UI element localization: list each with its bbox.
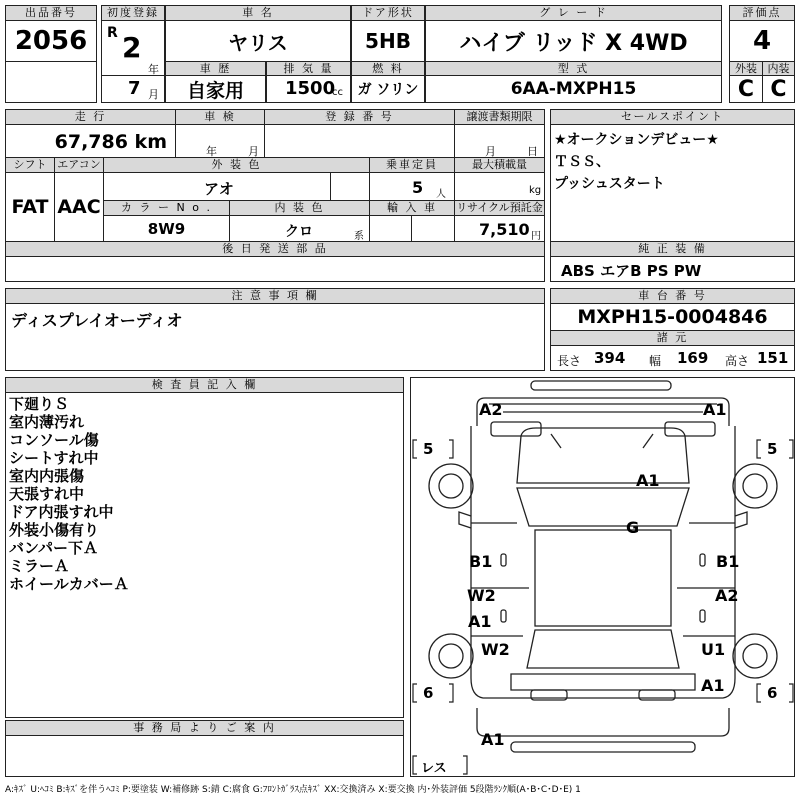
mark-front-left: A2: [479, 400, 503, 419]
tire-rear-right: 6: [767, 684, 778, 702]
first-reg-label: 初度登録: [101, 5, 165, 21]
ext-grade: C: [729, 75, 763, 103]
car-diagram: [410, 377, 795, 777]
door-label: ドア形状: [351, 5, 425, 21]
ext-color-extra: [330, 172, 370, 201]
reg-no-label: 登 録 番 号: [264, 109, 455, 125]
dims-label: 諸 元: [550, 330, 795, 346]
reg-year-unit: 年: [148, 63, 159, 76]
mark-right-rear-corner: A1: [701, 676, 725, 695]
spare-tire: レス: [421, 761, 447, 776]
tire-rear-left: 6: [423, 684, 434, 702]
mark-left-front-door: B1: [469, 552, 493, 571]
import-label: 輸 入 車: [369, 200, 455, 216]
shift: FAT: [5, 172, 55, 242]
sales-points-label: セールスポイント: [550, 109, 795, 125]
ac-label: エアコン: [54, 157, 104, 173]
shift-label: シフト: [5, 157, 55, 173]
fuel-label: 燃 料: [351, 61, 425, 76]
score: 4: [729, 20, 795, 62]
lot-no: 2056: [5, 20, 97, 62]
width-label: 幅: [649, 354, 662, 368]
displacement-unit: cc: [332, 87, 343, 98]
sales-point: ＴＳＳ、: [554, 154, 610, 170]
recycle-fee: 7,510: [479, 220, 530, 239]
legend: A:ｷｽﾞ U:ﾍｺﾐ B:ｷｽﾞを伴うﾍｺﾐ P:要塗装 W:補修跡 S:錆 C:腐食 G:ﾌﾛﾝﾄｶﾞﾗｽ点ｷｽﾞ XX:交換済み X:要交換 内･外装評価 5段階ﾗﾝｸ順(A･B･C･D･E) 1: [5, 785, 581, 795]
chassis-no: MXPH15-0004846: [550, 303, 795, 331]
int-color-label: 内 装 色: [229, 200, 370, 216]
tire-front-right: 5: [767, 440, 778, 458]
int-grade-label: 内装: [762, 61, 795, 76]
mark-left-rear-fender: W2: [481, 640, 510, 659]
capacity-unit: 人: [436, 189, 446, 200]
length: 394: [594, 349, 626, 367]
mark-right-rear-door: A2: [715, 586, 739, 605]
max-load-cell: [454, 172, 545, 201]
inspector-note: ミラーＡ: [9, 557, 70, 575]
mark-roof: G: [626, 518, 640, 537]
ext-grade-label: 外装: [729, 61, 763, 76]
width: 169: [677, 349, 709, 367]
mark-hood: A1: [636, 471, 660, 490]
later-parts-label: 後 日 発 送 部 品: [5, 241, 545, 257]
grade-label: グ レ ー ド: [425, 5, 722, 21]
mark-rear-bumper: A1: [481, 730, 505, 749]
inspector-label: 検 査 員 記 入 欄: [5, 377, 404, 393]
max-load-label: 最大積載量: [454, 157, 545, 173]
capacity-label: 乗車定員: [369, 157, 455, 173]
inspector-note: コンソール傷: [9, 431, 99, 449]
sales-points: [550, 124, 795, 242]
displacement-cell: [266, 75, 351, 103]
caution-cell: [5, 303, 545, 371]
tire-front-left: 5: [423, 440, 434, 458]
inspector-note: バンパー下Ａ: [9, 539, 98, 557]
import-cell-a: [369, 215, 412, 242]
mark-front-right: A1: [703, 400, 727, 419]
int-color-unit: 系: [354, 231, 364, 242]
model-label: 型 式: [425, 61, 722, 76]
height-label: 高さ: [725, 354, 750, 368]
first-reg-year-cell: [101, 20, 165, 76]
equipment-cell: [550, 256, 795, 282]
office-label: 事 務 局 よ り ご 案 内: [5, 720, 404, 736]
color-no-label: カ ラ ー N o .: [103, 200, 230, 216]
capacity: 5: [412, 178, 424, 197]
mark-right-front-door: B1: [716, 552, 740, 571]
era: R: [107, 25, 118, 41]
mileage-cell: [5, 124, 176, 158]
max-load-unit: kg: [529, 185, 542, 196]
first-reg-month-cell: [101, 75, 165, 103]
sales-point: プッシュスタート: [554, 176, 665, 192]
lot-no-label: 出品番号: [5, 5, 97, 21]
dims-cell: [550, 345, 795, 371]
inspection-label: 車 検: [175, 109, 265, 125]
office-cell: [5, 735, 404, 777]
car-name-label: 車 名: [165, 5, 351, 21]
displacement-label: 排 気 量: [266, 61, 351, 76]
insp-month-unit: 月: [248, 145, 259, 158]
lot-no-blank: [5, 61, 97, 103]
recycle-cell: [454, 215, 545, 242]
equipment-label: 純 正 装 備: [550, 241, 795, 257]
length-label: 長さ: [557, 354, 582, 368]
mark-right-rear-fender: U1: [701, 640, 726, 659]
reg-no-cell: [264, 124, 455, 158]
inspector-note: ホイールカバーＡ: [9, 575, 129, 593]
model-code: 6AA-MXPH15: [425, 75, 722, 103]
history: 自家用: [165, 75, 266, 103]
history-label: 車 歴: [165, 61, 266, 76]
inspector-note: ドア内張すれ中: [9, 503, 114, 521]
ac: AAC: [54, 172, 104, 242]
inspector-note: 下廻りＳ: [9, 395, 70, 413]
inspector-notes: [5, 392, 404, 718]
recycle-unit: 円: [531, 231, 541, 242]
mark-left-sill: A1: [468, 612, 492, 631]
car-name: ヤリス: [165, 20, 351, 62]
ext-color-cell: [103, 172, 331, 201]
displacement: 1500: [285, 78, 336, 99]
reg-month-unit: 月: [148, 88, 159, 101]
inspector-note: 外装小傷有り: [9, 521, 100, 539]
import-cell-b: [411, 215, 455, 242]
reg-year: 2: [122, 31, 142, 64]
reg-month: 7: [128, 78, 141, 99]
inspection-cell: [175, 124, 265, 158]
ext-color: アオ: [204, 180, 234, 198]
inspector-note: シートすれ中: [9, 449, 99, 467]
transfer-cell: [454, 124, 545, 158]
int-color: クロ: [285, 224, 313, 240]
inspector-note: 室内薄汚れ: [9, 413, 85, 431]
capacity-cell: [369, 172, 455, 201]
transfer-month-unit: 月: [485, 145, 496, 158]
transfer-label: 譲渡書類期限: [454, 109, 545, 125]
caution-text: ディスプレイオーディオ: [11, 311, 183, 330]
later-parts-cell: [5, 256, 545, 282]
mileage: 67,786 km: [54, 131, 167, 153]
transfer-day-unit: 日: [527, 145, 538, 158]
equipment: ABS エアB PS PW: [561, 262, 702, 280]
ext-color-label: 外 装 色: [103, 157, 370, 173]
mileage-label: 走 行: [5, 109, 176, 125]
door-type: 5HB: [351, 20, 425, 62]
recycle-label: リサイクル預託金: [454, 200, 545, 216]
insp-year-unit: 年: [206, 145, 217, 158]
inspector-note: 室内内張傷: [9, 467, 85, 485]
grade: ハイブ リッド X 4WD: [425, 20, 722, 62]
car-outline: [411, 378, 794, 776]
sales-point: ★オークションデビュー★: [554, 132, 719, 148]
chassis-label: 車 台 番 号: [550, 288, 795, 304]
int-color-cell: [229, 215, 370, 242]
color-no: 8W9: [103, 215, 230, 242]
score-label: 評価点: [729, 5, 795, 21]
height: 151: [757, 349, 789, 367]
fuel: ガ ソリン: [351, 75, 425, 103]
int-grade: C: [762, 75, 795, 103]
caution-label: 注 意 事 項 欄: [5, 288, 545, 304]
mark-left-rear-door: W2: [467, 586, 496, 605]
inspector-note: 天張すれ中: [9, 485, 85, 503]
